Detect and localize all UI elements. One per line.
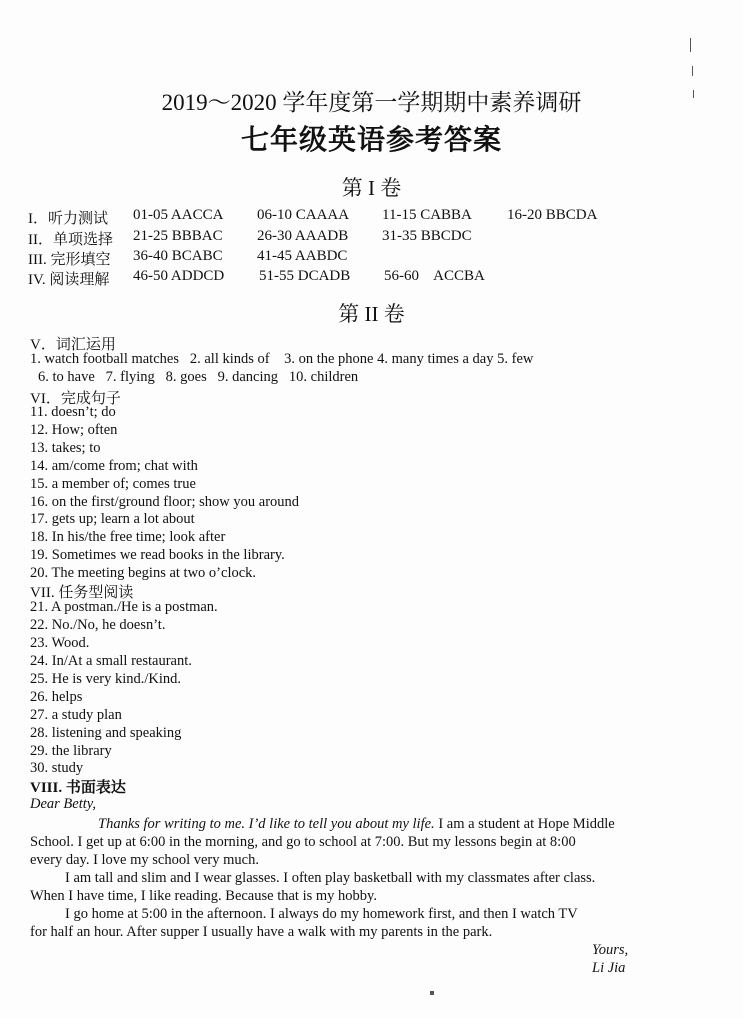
answer-line: 22. No./No, he doesn’t. <box>30 617 166 633</box>
answer-line: 23. Wood. <box>30 635 90 651</box>
answer-line: 20. The meeting begins at two o’clock. <box>30 565 257 581</box>
answer-line: 12. How; often <box>30 422 118 438</box>
part2-heading: 第 II 卷 <box>338 302 405 326</box>
letter-line: When I have time, I like reading. Because that is my hobby. <box>30 888 377 904</box>
letter-closing: Yours, <box>592 942 629 958</box>
answer-line: 21. A postman./He is a postman. <box>30 599 218 615</box>
part1-row-label: II．单项选择 <box>28 232 113 248</box>
letter-text: I am a student at Hope Middle <box>434 816 615 832</box>
letter-paragraph <box>98 815 615 833</box>
answer-group: 31-35 BBCDC <box>382 228 472 244</box>
letter-opening-italic: Thanks for writing to me. I’d like to tell you about my life. <box>98 816 435 832</box>
document-subtitle: 七年级英语参考答案 <box>240 125 502 156</box>
answer-line: 17. gets up; learn a lot about <box>30 511 195 527</box>
answer-line: 29. the library <box>30 743 112 759</box>
answer-line: 26. helps <box>30 689 83 705</box>
answer-line: 14. am/come from; chat with <box>30 458 198 474</box>
section-5-title: V．词汇运用 <box>30 337 116 353</box>
letter-salutation: Dear Betty, <box>30 796 97 812</box>
answer-group: 41-45 AABDC <box>257 248 348 264</box>
section-5-line: 6. to have 7. flying 8. goes 9. dancing 10. children <box>38 369 359 385</box>
answer-line: 15. a member of; comes true <box>30 476 196 492</box>
answer-group: 51-55 DCADB <box>259 268 351 284</box>
scan-speck <box>690 38 691 52</box>
answer-group: 16-20 BBCDA <box>507 207 598 223</box>
answer-line: 30. study <box>30 760 84 776</box>
document-title: 2019～2020 学年度第一学期期中素养调研 <box>161 90 582 115</box>
answer-group: 01-05 AACCA <box>133 207 224 223</box>
scan-speck <box>693 90 694 98</box>
answer-group: 26-30 AAADB <box>257 228 349 244</box>
part1-heading: 第 I 卷 <box>341 176 402 200</box>
answer-line: 24. In/At a small restaurant. <box>30 653 192 669</box>
answer-line: 28. listening and speaking <box>30 725 182 741</box>
letter-line: School. I get up at 6:00 in the morning, and go to school at 7:00. But my lessons begin at 8:00 <box>30 834 576 850</box>
answer-line: 11. doesn’t; do <box>30 404 116 420</box>
part1-row-label: I．听力测试 <box>28 211 108 227</box>
letter-line: I am tall and slim and I wear glasses. I often play basketball with my classmates after class. <box>65 870 596 886</box>
answer-group: 06-10 CAAAA <box>257 207 350 223</box>
section-8-title: VIII. 书面表达 <box>30 780 126 796</box>
letter-signature: Li Jia <box>592 960 626 976</box>
scan-speck <box>692 66 693 76</box>
scan-speck <box>430 991 434 995</box>
answer-group: 46-50 ADDCD <box>133 268 225 284</box>
answer-line: 19. Sometimes we read books in the library. <box>30 547 285 563</box>
answer-line: 27. a study plan <box>30 707 122 723</box>
part1-row-label: III. 完形填空 <box>28 252 111 268</box>
answer-group: 11-15 CABBA <box>382 207 472 223</box>
answer-group: 56-60 ACCBA <box>384 268 485 284</box>
section-5-line: 1. watch football matches 2. all kinds of 3. on the phone 4. many times a day 5. few <box>30 351 534 367</box>
answer-group: 21-25 BBBAC <box>133 228 223 244</box>
section-7-title: VII. 任务型阅读 <box>30 585 134 601</box>
letter-line: I go home at 5:00 in the afternoon. I always do my homework first, and then I watch TV <box>65 906 578 922</box>
answer-line: 18. In his/the free time; look after <box>30 529 226 545</box>
letter-line: for half an hour. After supper I usually have a walk with my parents in the park. <box>30 924 493 940</box>
answer-line: 13. takes; to <box>30 440 101 456</box>
part1-row-label: IV. 阅读理解 <box>28 272 110 288</box>
answer-group: 36-40 BCABC <box>133 248 223 264</box>
answer-line: 25. He is very kind./Kind. <box>30 671 182 687</box>
letter-line: every day. I love my school very much. <box>30 852 259 868</box>
answer-line: 16. on the first/ground floor; show you around <box>30 494 300 510</box>
section-6-title: VI．完成句子 <box>30 391 121 407</box>
